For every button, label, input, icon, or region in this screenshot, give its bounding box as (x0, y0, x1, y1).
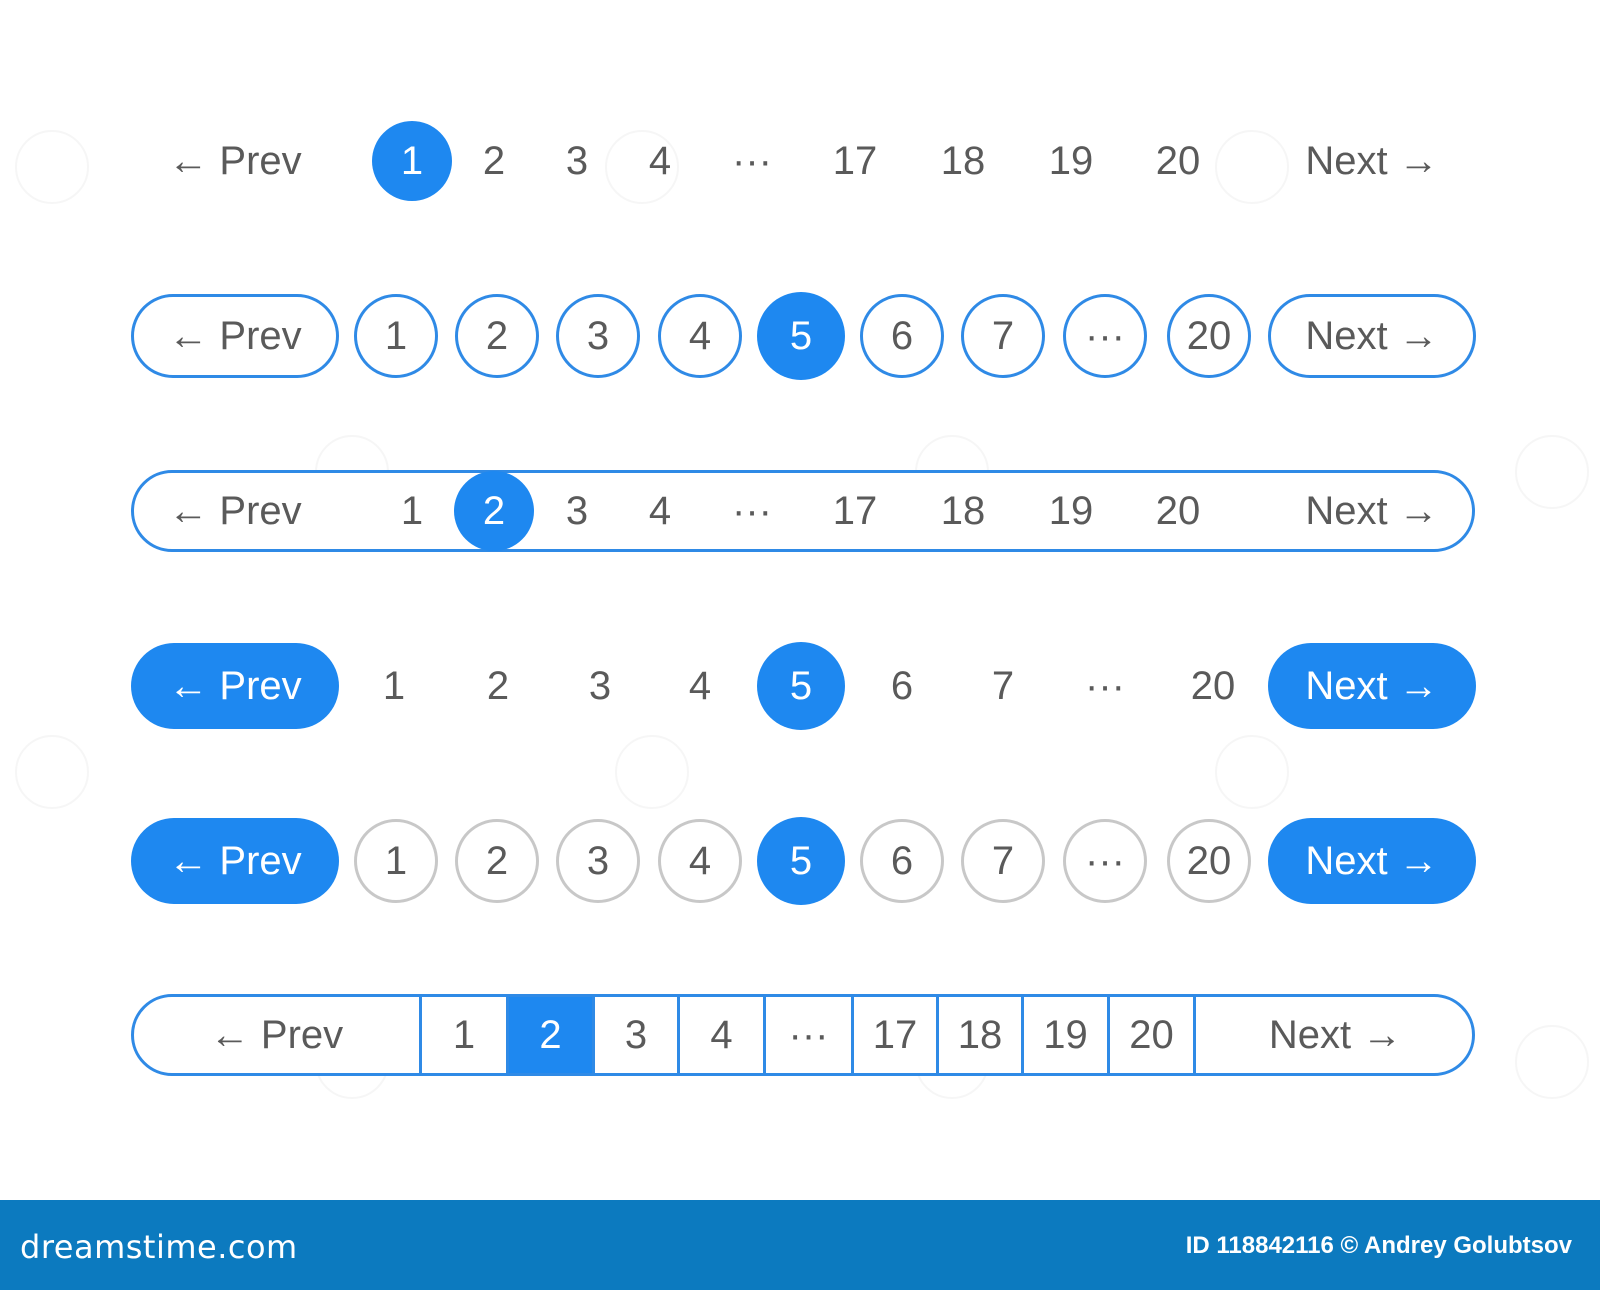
page-link[interactable]: 20 (1190, 663, 1236, 708)
prev-button[interactable]: ← Prev (168, 488, 302, 533)
page-link[interactable]: 2 (486, 663, 510, 708)
footer-credit: ID 118842116 © Andrey Golubtsov (1185, 1232, 1572, 1259)
pagination-row-6 (0, 994, 1600, 1080)
pagination-row-2 (0, 293, 1600, 379)
pagination-row-1 (0, 118, 1600, 204)
page-link[interactable]: 18 (940, 138, 986, 183)
page-link[interactable]: 2 (455, 294, 539, 378)
page-link[interactable]: 1 (382, 663, 406, 708)
page-link[interactable]: 6 (890, 663, 914, 708)
page-link[interactable]: 20 (1167, 819, 1251, 903)
page-current[interactable]: 1 (372, 121, 452, 201)
page-link[interactable]: 20 (1155, 138, 1201, 183)
page-current[interactable]: 2 (506, 997, 592, 1073)
page-link[interactable]: 3 (565, 488, 589, 533)
page-link[interactable]: 2 (455, 819, 539, 903)
page-link[interactable]: 19 (1021, 997, 1107, 1073)
pagination-ellipsis: ··· (1063, 294, 1147, 378)
page-link[interactable]: 7 (991, 663, 1015, 708)
pagination-row-5 (0, 818, 1600, 904)
prev-button[interactable]: ← Prev (168, 138, 302, 183)
prev-button[interactable]: ← Prev (131, 294, 339, 378)
page-link[interactable]: 6 (860, 294, 944, 378)
page-link[interactable]: 19 (1048, 138, 1094, 183)
pagination-ellipsis: ··· (1063, 819, 1147, 903)
prev-button[interactable]: ← Prev (209, 1012, 344, 1057)
page-link[interactable]: 3 (592, 997, 677, 1073)
page-current[interactable]: 5 (757, 817, 845, 905)
page-link[interactable]: 3 (556, 294, 640, 378)
prev-button[interactable]: ← Prev (131, 643, 339, 729)
footer-bar (0, 1200, 1600, 1290)
pagination-ellipsis: ··· (732, 488, 772, 533)
page-link[interactable]: 7 (961, 819, 1045, 903)
page-link[interactable]: 3 (565, 138, 589, 183)
next-button[interactable]: Next → (1268, 818, 1476, 904)
page-link[interactable]: 20 (1155, 488, 1201, 533)
next-button[interactable]: Next → (1268, 294, 1476, 378)
next-button[interactable]: Next → (1193, 997, 1475, 1073)
pagination-row-3 (0, 468, 1600, 554)
page-link[interactable]: 4 (648, 488, 672, 533)
page-link[interactable]: 1 (354, 819, 438, 903)
prev-button[interactable]: ← Prev (131, 818, 339, 904)
page-link[interactable]: 20 (1107, 997, 1193, 1073)
page-link[interactable]: 2 (482, 138, 506, 183)
watermark-mark (15, 735, 89, 809)
footer-logo: dreamstime.com (20, 1228, 298, 1266)
next-button[interactable]: Next → (1305, 488, 1439, 533)
page-link[interactable]: 4 (688, 663, 712, 708)
page-link[interactable]: 20 (1167, 294, 1251, 378)
pagination-frame (131, 994, 1475, 1076)
watermark-mark (615, 735, 689, 809)
page-link[interactable]: 19 (1048, 488, 1094, 533)
page-link[interactable]: 1 (354, 294, 438, 378)
page-link[interactable]: 18 (936, 997, 1021, 1073)
page-link[interactable]: 7 (961, 294, 1045, 378)
next-button[interactable]: Next → (1305, 138, 1439, 183)
page-current[interactable]: 2 (454, 471, 534, 551)
page-link[interactable]: 17 (832, 138, 878, 183)
page-link[interactable]: 3 (588, 663, 612, 708)
next-button[interactable]: Next → (1268, 643, 1476, 729)
page-link[interactable]: 17 (832, 488, 878, 533)
page-link[interactable]: 3 (556, 819, 640, 903)
pagination-ellipsis: ··· (1085, 663, 1125, 708)
page-link[interactable]: 4 (677, 997, 763, 1073)
page-link[interactable]: 6 (860, 819, 944, 903)
page-link[interactable]: 1 (419, 997, 506, 1073)
page-link[interactable]: 4 (658, 819, 742, 903)
page-link[interactable]: 17 (851, 997, 936, 1073)
page-link[interactable]: 18 (940, 488, 986, 533)
pagination-ellipsis: ··· (732, 138, 772, 183)
page-link[interactable]: 4 (648, 138, 672, 183)
watermark-mark (1215, 735, 1289, 809)
page-link[interactable]: 4 (658, 294, 742, 378)
page-link[interactable]: 1 (400, 488, 424, 533)
page-current[interactable]: 5 (757, 292, 845, 380)
pagination-row-4 (0, 643, 1600, 729)
page-current[interactable]: 5 (757, 642, 845, 730)
pagination-ellipsis: ··· (763, 997, 851, 1073)
